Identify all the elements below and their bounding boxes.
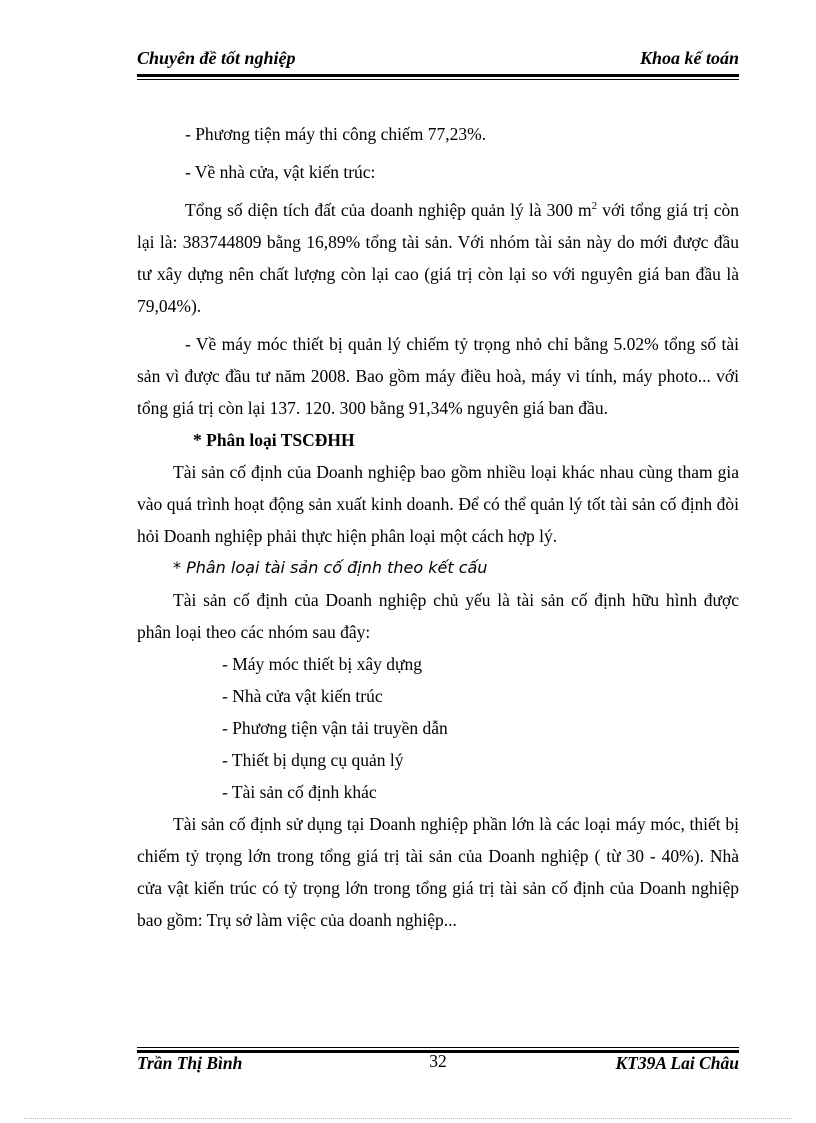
- header-rule-thin: [137, 79, 739, 80]
- list-item: - Máy móc thiết bị xây dựng: [222, 654, 423, 674]
- header-department: Khoa kế toán: [639, 48, 739, 68]
- paragraph-buildings-heading: - Về nhà cửa, vật kiến trúc:: [185, 162, 376, 182]
- page-footer: [137, 1053, 739, 1079]
- paragraph-office-equipment: - Về máy móc thiết bị quản lý chiếm tỷ trọng nhỏ chỉ bằng 5.02% tổng số tài sản vì được đầu tư năm 2008. Bao gồm máy điều hoà, máy vi tính, máy photo... với tổng giá trị còn lại 137. 120. 300 bằng 91,34% nguyên giá ban đầu.: [137, 334, 739, 418]
- list-item: - Phương tiện vận tải truyền dẫn: [222, 718, 448, 738]
- footer-author: Trần Thị Bình: [137, 1053, 243, 1073]
- paragraph-land-area: [137, 194, 739, 322]
- page-header: [137, 48, 739, 74]
- footer-rule-thin: [137, 1047, 739, 1048]
- footer-class: KT39A Lai Châu: [615, 1053, 739, 1073]
- header-document-title: Chuyên đề tốt nghiệp: [137, 48, 296, 68]
- subsection-heading: * Phân loại tài sản cố định theo kết cấu: [173, 558, 488, 577]
- section-heading: * Phân loại TSCĐHH: [193, 430, 355, 450]
- paragraph-usage: Tài sản cố định sử dụng tại Doanh nghiệp phần lớn là các loại máy móc, thiết bị chiếm tỷ trọng lớn trong tổng giá trị tài sản của Doanh nghiệp ( từ 30 - 40%). Nhà cửa vật kiến trúc có tỷ trọng lớn trong tổng giá trị tài sản cố định của Doanh nghiệp bao gồm: Trụ sở làm việc của doanh nghiệp...: [137, 814, 739, 930]
- land-area-text-b: với tổng giá trị còn lại là: 383744809 bằng 16,89% tổng tài sản. Với nhóm tài sản này do mới được đầu tư xây dựng nên chất lượng còn lại cao (giá trị còn lại so với nguyên giá ban đầu là 79,04%).: [137, 200, 739, 316]
- list-item: - Thiết bị dụng cụ quản lý: [222, 750, 404, 770]
- paragraph-tangible-assets: Tài sản cố định của Doanh nghiệp chủ yếu là tài sản cố định hữu hình được phân loại theo các nhóm sau đây:: [137, 590, 739, 642]
- header-rule-thick: [137, 74, 739, 77]
- land-area-text-a: Tổng số diện tích đất của doanh nghiệp quản lý là 300 m: [185, 200, 592, 220]
- page-body: [137, 118, 739, 936]
- list-item: - Nhà cửa vật kiến trúc: [222, 686, 383, 706]
- list-item: - Tài sản cố định khác: [222, 782, 377, 802]
- page-edge-dotted-line: [24, 1118, 792, 1119]
- paragraph-vehicles: - Phương tiện máy thi công chiếm 77,23%.: [185, 124, 487, 144]
- page-number: 32: [429, 1051, 447, 1071]
- paragraph-classification-intro: Tài sản cố định của Doanh nghiệp bao gồm nhiều loại khác nhau cùng tham gia vào quá trình hoạt động sản xuất kinh doanh. Để có thể quản lý tốt tài sản cố định đòi hỏi Doanh nghiệp phải thực hiện phân loại một cách hợp lý.: [137, 462, 739, 546]
- square-meter-superscript: 2: [591, 200, 598, 213]
